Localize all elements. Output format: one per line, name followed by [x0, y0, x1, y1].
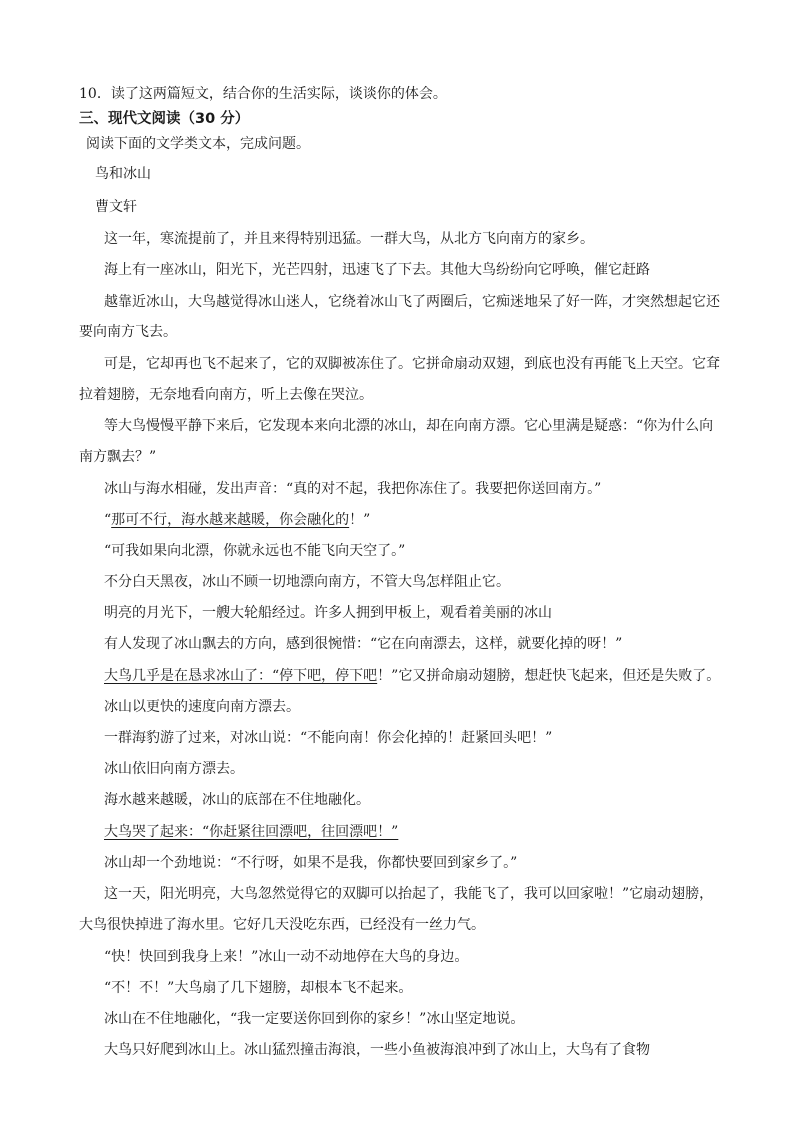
story-paragraph: 明亮的月光下，一艘大轮船经过。许多人拥到甲板上，观看着美丽的冰山: [104, 605, 552, 621]
story-paragraph: 这一天，阳光明亮，大鸟忽然觉得它的双脚可以抬起了，我能飞了，我可以回家啦！”它扇动翅膀，: [104, 886, 714, 902]
story-paragraph: [104, 666, 749, 686]
story-paragraph: 冰山以更快的速度向南方漂去。: [104, 699, 300, 715]
story-paragraph: 越靠近冰山，大鸟越觉得冰山迷人，它绕着冰山飞了两圈后，它痴迷地呆了好一阵，才突然想起它还: [104, 294, 720, 310]
story-paragraph: [104, 510, 749, 530]
question-10: 10．读了这两篇短文，结合你的生活实际，谈谈你的体会。: [79, 86, 447, 102]
quote-close: ！”: [349, 512, 371, 528]
story-paragraph: 冰山在不住地融化，“我一定要送你回到你的家乡！”冰山坚定地说。: [104, 1011, 525, 1027]
story-paragraph: 冰山依旧向南方漂去。: [104, 761, 244, 777]
story-paragraph: 冰山却一个劲地说：“不行呀，如果不是我，你都快要回到家乡了。”: [104, 855, 518, 871]
reading-instruction: 阅读下面的文学类文本，完成问题。: [86, 136, 310, 152]
story-paragraph: 有人发现了冰山飘去的方向，感到很惋惜：“它在向南漂去，这样，就要化掉的呀！”: [104, 636, 623, 652]
sentence-tail: ！”它又拼命扇动翅膀，想赶快飞起来，但还是失败了。: [377, 668, 721, 684]
story-author: 曹文轩: [95, 199, 137, 215]
underlined-sentence: 那可不行，海水越来越暖，你会融化的: [111, 512, 350, 528]
section-heading: 三、现代文阅读（30 分）: [79, 111, 250, 127]
story-paragraph: 等大鸟慢慢平静下来后，它发现本来向北漂的冰山，却在向南方漂。它心里满是疑惑：“你为什么向: [104, 418, 714, 434]
quote-open: “: [104, 512, 112, 528]
story-paragraph: 冰山与海水相碰，发出声音：“真的对不起，我把你冻住了。我要把你送回南方。”: [104, 481, 602, 497]
story-paragraph: “快！快回到我身上来！”冰山一动不动地停在大鸟的身边。: [104, 949, 469, 965]
story-paragraph: 大鸟只好爬到冰山上。冰山猛烈撞击海浪，一些小鱼被海浪冲到了冰山上，大鸟有了食物: [104, 1042, 650, 1058]
story-paragraph: [104, 822, 749, 842]
story-paragraph: “可我如果向北漂，你就永远也不能飞向天空了。”: [104, 543, 406, 559]
story-paragraph: 一群海豹游了过来，对冰山说：“不能向南！你会化掉的！赶紧回头吧！”: [104, 730, 553, 746]
story-paragraph: 这一年，寒流提前了，并且来得特别迅猛。一群大鸟，从北方飞向南方的家乡。: [104, 231, 594, 247]
story-paragraph-cont: 要向南方飞去。: [79, 324, 177, 340]
underlined-sentence: 大鸟几乎是在恳求冰山了：“停下吧，停下吧: [104, 668, 378, 684]
story-paragraph: 海上有一座冰山，阳光下，光芒四射，迅速飞了下去。其他大鸟纷纷向它呼唤，催它赶路: [104, 262, 650, 278]
story-paragraph-cont: 大鸟很快掉进了海水里。它好几天没吃东西，已经没有一丝力气。: [79, 917, 485, 933]
story-title: 鸟和冰山: [95, 166, 151, 182]
story-paragraph: 可是，它却再也飞不起来了，它的双脚被冻住了。它拼命扇动双翅，到底也没有再能飞上天空。它耷: [104, 356, 720, 372]
story-paragraph: “不！不！”大鸟扇了几下翅膀，却根本飞不起来。: [104, 980, 413, 996]
story-paragraph-cont: 拉着翅膀，无奈地看向南方，听上去像在哭泣。: [79, 387, 373, 403]
story-paragraph-cont: 南方飘去？”: [79, 449, 157, 465]
story-paragraph: 海水越来越暖，冰山的底部在不住地融化。: [104, 792, 370, 808]
story-paragraph: 不分白天黑夜，冰山不顾一切地漂向南方，不管大鸟怎样阻止它。: [104, 574, 510, 590]
underlined-sentence: 大鸟哭了起来：“你赶紧往回漂吧，往回漂吧！”: [104, 824, 399, 840]
